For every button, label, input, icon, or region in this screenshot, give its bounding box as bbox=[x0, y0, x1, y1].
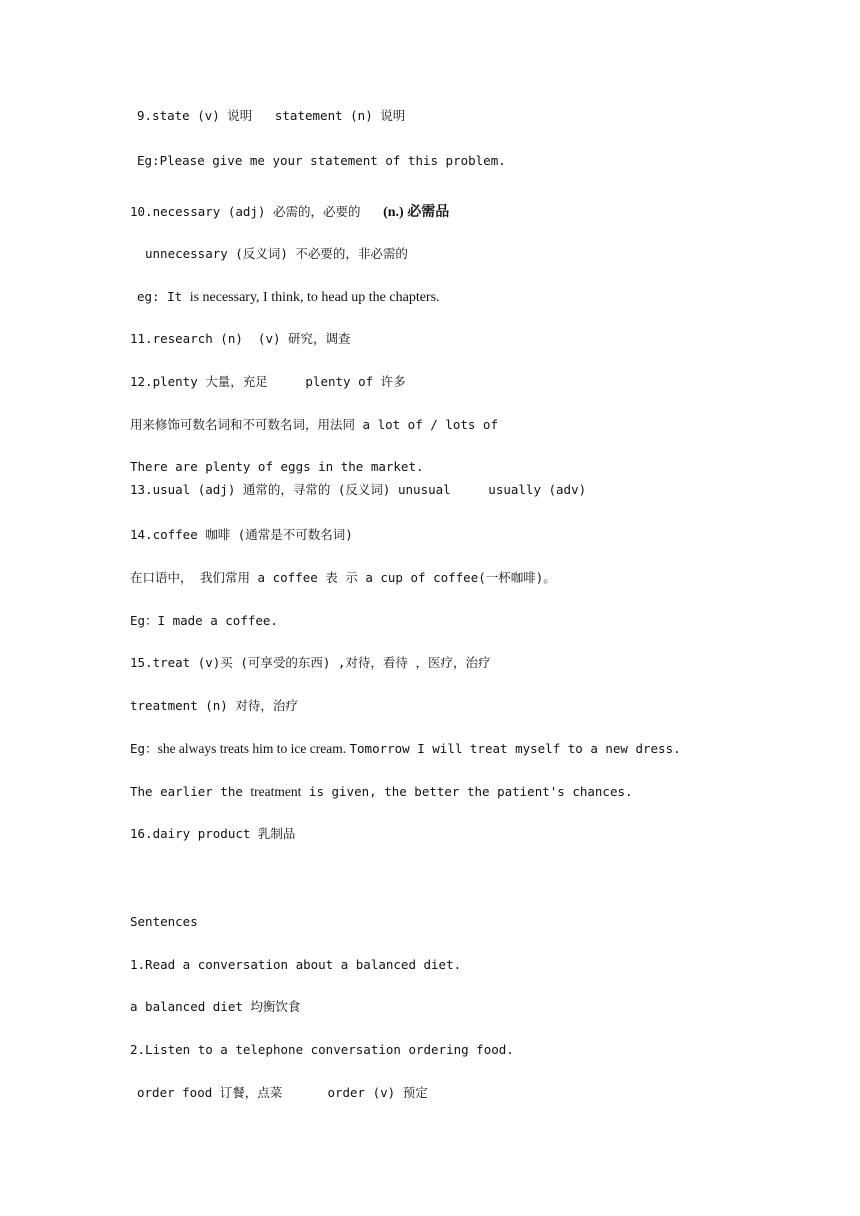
sentence-2-note: order food 订餐，点菜 order (v) 预定 bbox=[137, 1085, 428, 1100]
sentences-heading: Sentences bbox=[130, 914, 198, 929]
vocab-16-line: 16.dairy product 乳制品 bbox=[130, 826, 296, 841]
sentence-1: 1.Read a conversation about a balanced diet. bbox=[130, 957, 462, 972]
vocab-9-example: Eg:Please give me your statement of this problem. bbox=[137, 153, 506, 168]
vocab-15-noun: treatment (n) 对待，治疗 bbox=[130, 698, 298, 713]
vocab-10-line: 10.necessary (adj) 必需的，必要的 (n.) 必需品 bbox=[130, 204, 450, 220]
vocab-14-line: 14.coffee 咖啡 (通常是不可数名词) bbox=[130, 527, 353, 542]
vocab-15-line: 15.treat (v)买 (可享受的东西) ,对待，看待 ，医疗，治疗 bbox=[130, 655, 491, 670]
vocab-9-line: 9.state (v) 说明 statement (n) 说明 bbox=[137, 108, 406, 123]
vocab-15-example-2: The earlier the treatment is given, the better the patient's chances. bbox=[130, 784, 633, 799]
vocab-15-example: Eg：she always treats him to ice cream. Tomorrow I will treat myself to a new dress. bbox=[130, 741, 681, 756]
vocab-12-line: 12.plenty 大量，充足 plenty of 许多 bbox=[130, 374, 406, 389]
vocab-12-usage: 用来修饰可数名词和不可数名词，用法同 a lot of / lots of bbox=[130, 417, 498, 432]
vocab-11-line: 11.research (n) (v) 研究，调查 bbox=[130, 331, 351, 346]
vocab-14-note: 在口语中， 我们常用 a coffee 表 示 a cup of coffee(一杯咖啡)。 bbox=[130, 570, 556, 585]
sentence-1-note: a balanced diet 均衡饮食 bbox=[130, 999, 301, 1014]
vocab-10-example: eg: It is necessary, I think, to head up the chapters. bbox=[137, 289, 440, 305]
vocab-14-example: Eg：I made a coffee. bbox=[130, 613, 278, 628]
vocab-12-example: There are plenty of eggs in the market. bbox=[130, 459, 424, 474]
vocab-10-antonym: unnecessary (反义词) 不必要的，非必需的 bbox=[145, 246, 408, 261]
vocab-13-line: 13.usual (adj) 通常的，寻常的 (反义词) unusual usually (adv) bbox=[130, 482, 587, 497]
sentence-2: 2.Listen to a telephone conversation ordering food. bbox=[130, 1042, 514, 1057]
